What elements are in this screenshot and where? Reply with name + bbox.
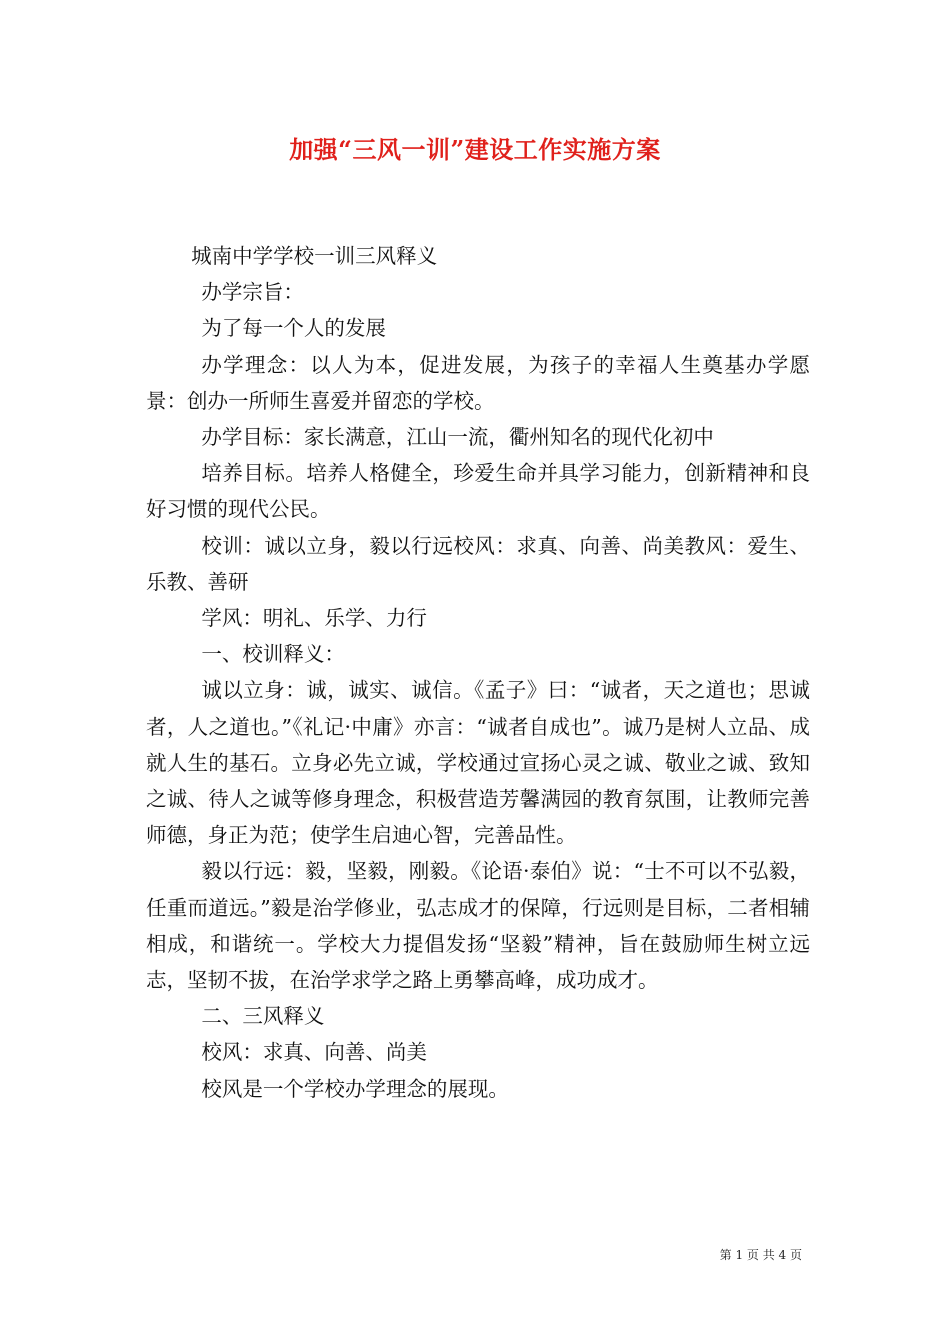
- paragraph: 城南中学学校一训三风释义: [191, 244, 438, 268]
- paragraph: 毅以行远：毅，坚毅，刚毅。《论语·泰伯》说：“士不可以不弘毅，任重而道远。”毅是治学修业，弘志成才的保障，行远则是目标，二者相辅相成，和谐统一。学校大力提倡发扬“坚毅”精神，旨在鼓励师生树立远志，坚韧不拔，在治学求学之路上勇攀高峰，成功成才。: [146, 859, 810, 993]
- paragraph: 学风：明礼、乐学、力行: [201, 606, 427, 631]
- paragraph: 校训：诚以立身，毅以行远校风：求真、向善、尚美教风：爱生、乐教、善研: [146, 533, 810, 594]
- paragraph: 一、校训释义：: [201, 642, 345, 667]
- paragraph: 诚以立身：诚，诚实、诚信。《孟子》曰：“诚者，天之道也；思诚者，人之道也。”《礼记·中庸》亦言：“诚者自成也”。诚乃是树人立品、成就人生的基石。立身必先立诚，学校通过宣扬心灵之诚、敬业之诚、致知之诚、待人之诚等修身理念，积极营造芳馨满园的教育氛围，让教师完善师德，身正为范；使学生启迪心智，完善品性。: [146, 678, 810, 848]
- paragraph: 校风：求真、向善、尚美: [201, 1040, 427, 1065]
- document-title: 加强“三风一训”建设工作实施方案: [289, 135, 661, 164]
- paragraph: 培养目标。培养人格健全，珍爱生命并具学习能力，创新精神和良好习惯的现代公民。: [146, 461, 810, 522]
- page-number: 第 1 页 共 4 页: [719, 1248, 802, 1262]
- document-body: [146, 238, 810, 1107]
- paragraph: 办学目标：家长满意，江山一流，衢州知名的现代化初中: [201, 425, 714, 450]
- paragraph: 为了每一个人的发展: [201, 316, 386, 341]
- paragraph: 二、三风释义: [201, 1004, 325, 1029]
- paragraph: 校风是一个学校办学理念的展现。: [201, 1076, 509, 1101]
- paragraph: 办学宗旨：: [201, 280, 304, 305]
- paragraph: 办学理念：以人为本，促进发展，为孩子的幸福人生奠基办学愿景：创办一所师生喜爱并留恋的学校。: [146, 352, 810, 413]
